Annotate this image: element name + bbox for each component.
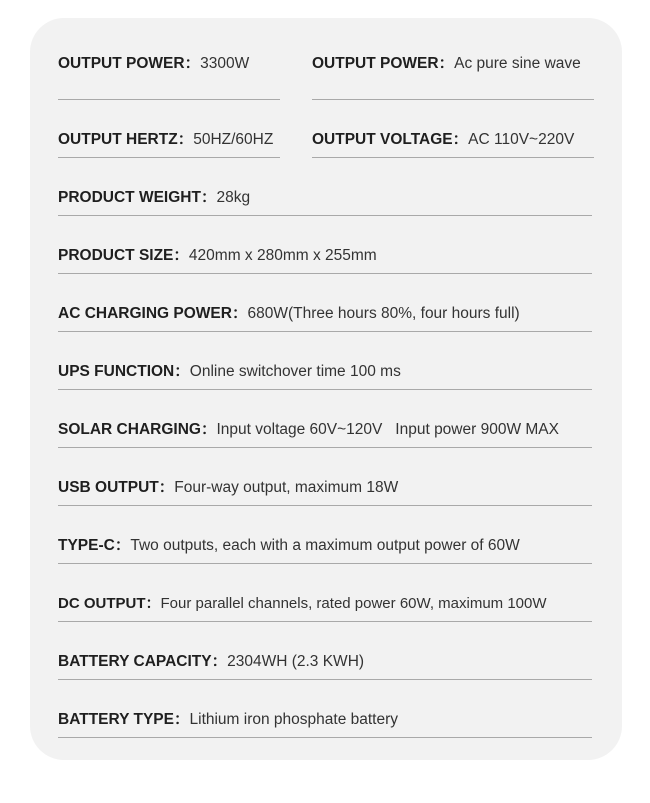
spec-label: TYPE-C — [58, 537, 115, 554]
spec-value: 420mm x 280mm x 255mm — [188, 247, 377, 264]
spec-value: 28kg — [216, 189, 251, 206]
spec-value: AC 110V~220V — [468, 131, 575, 148]
spec-separator: ： — [114, 537, 131, 554]
spec-separator: ： — [145, 595, 161, 612]
spec-label: OUTPUT POWER — [58, 55, 185, 72]
spec-label: OUTPUT POWER — [312, 55, 439, 72]
spec-row-output — [58, 42, 592, 100]
spec-label: OUTPUT VOLTAGE — [312, 131, 453, 148]
spec-card — [30, 18, 622, 760]
spec-separator: ： — [173, 247, 189, 264]
spec-row — [58, 680, 592, 738]
spec-ups-function — [58, 362, 401, 382]
spec-dc-output — [58, 594, 547, 614]
spec-separator: ： — [184, 55, 201, 72]
spec-output-power-watts — [58, 54, 249, 74]
spec-label: BATTERY TYPE — [58, 711, 174, 728]
spec-usb-output — [58, 478, 398, 498]
spec-row — [58, 390, 592, 448]
spec-label: PRODUCT SIZE — [58, 247, 174, 264]
spec-label: BATTERY CAPACITY — [58, 653, 212, 670]
spec-row — [58, 216, 592, 274]
spec-separator: ： — [177, 131, 194, 148]
spec-output-hertz — [58, 130, 273, 150]
spec-separator: ： — [174, 363, 190, 380]
spec-separator: ： — [211, 653, 228, 670]
spec-label: OUTPUT HERTZ — [58, 131, 178, 148]
spec-row — [58, 332, 592, 390]
spec-row — [58, 448, 592, 506]
spec-row — [58, 564, 592, 622]
spec-separator: ： — [231, 305, 248, 322]
spec-label: AC CHARGING POWER — [58, 305, 232, 322]
spec-battery-capacity — [58, 652, 364, 672]
spec-product-size — [58, 246, 377, 266]
spec-ac-charging-power — [58, 304, 520, 324]
spec-value: Online switchover time 100 ms — [189, 363, 401, 380]
spec-value: 3300W — [200, 55, 250, 72]
spec-row — [58, 158, 592, 216]
spec-value: Four-way output, maximum 18W — [174, 479, 399, 496]
spec-row — [58, 274, 592, 332]
spec-separator: ： — [438, 55, 455, 72]
spec-battery-type — [58, 710, 398, 730]
spec-row — [58, 622, 592, 680]
spec-type-c — [58, 536, 520, 556]
spec-row-hertz-voltage — [58, 100, 592, 158]
spec-separator: ： — [173, 711, 190, 728]
spec-value: Ac pure sine wave — [454, 55, 581, 72]
spec-label: UPS FUNCTION — [58, 363, 175, 380]
spec-value: Input voltage 60V~120V Input power 900W MAX — [216, 421, 559, 438]
spec-value: Lithium iron phosphate battery — [189, 711, 399, 728]
spec-label: DC OUTPUT — [58, 595, 146, 612]
spec-value: 2304WH (2.3 KWH) — [227, 653, 365, 670]
spec-separator: ： — [200, 421, 217, 438]
spec-output-voltage — [312, 130, 574, 150]
spec-separator: ： — [200, 189, 217, 206]
spec-label: SOLAR CHARGING — [58, 421, 201, 438]
spec-row — [58, 506, 592, 564]
spec-label: USB OUTPUT — [58, 479, 159, 496]
spec-value: 680W(Three hours 80%, four hours full) — [247, 305, 520, 322]
spec-value: Two outputs, each with a maximum output power of 60W — [130, 537, 520, 554]
row-divider — [58, 737, 592, 739]
spec-value: Four parallel channels, rated power 60W, maximum 100W — [160, 595, 547, 612]
spec-output-power-wave — [312, 54, 581, 74]
spec-label: PRODUCT WEIGHT — [58, 189, 201, 206]
spec-product-weight — [58, 188, 250, 208]
spec-solar-charging — [58, 420, 559, 440]
spec-separator: ： — [452, 131, 469, 148]
spec-separator: ： — [158, 479, 175, 496]
spec-value: 50HZ/60HZ — [193, 131, 274, 148]
